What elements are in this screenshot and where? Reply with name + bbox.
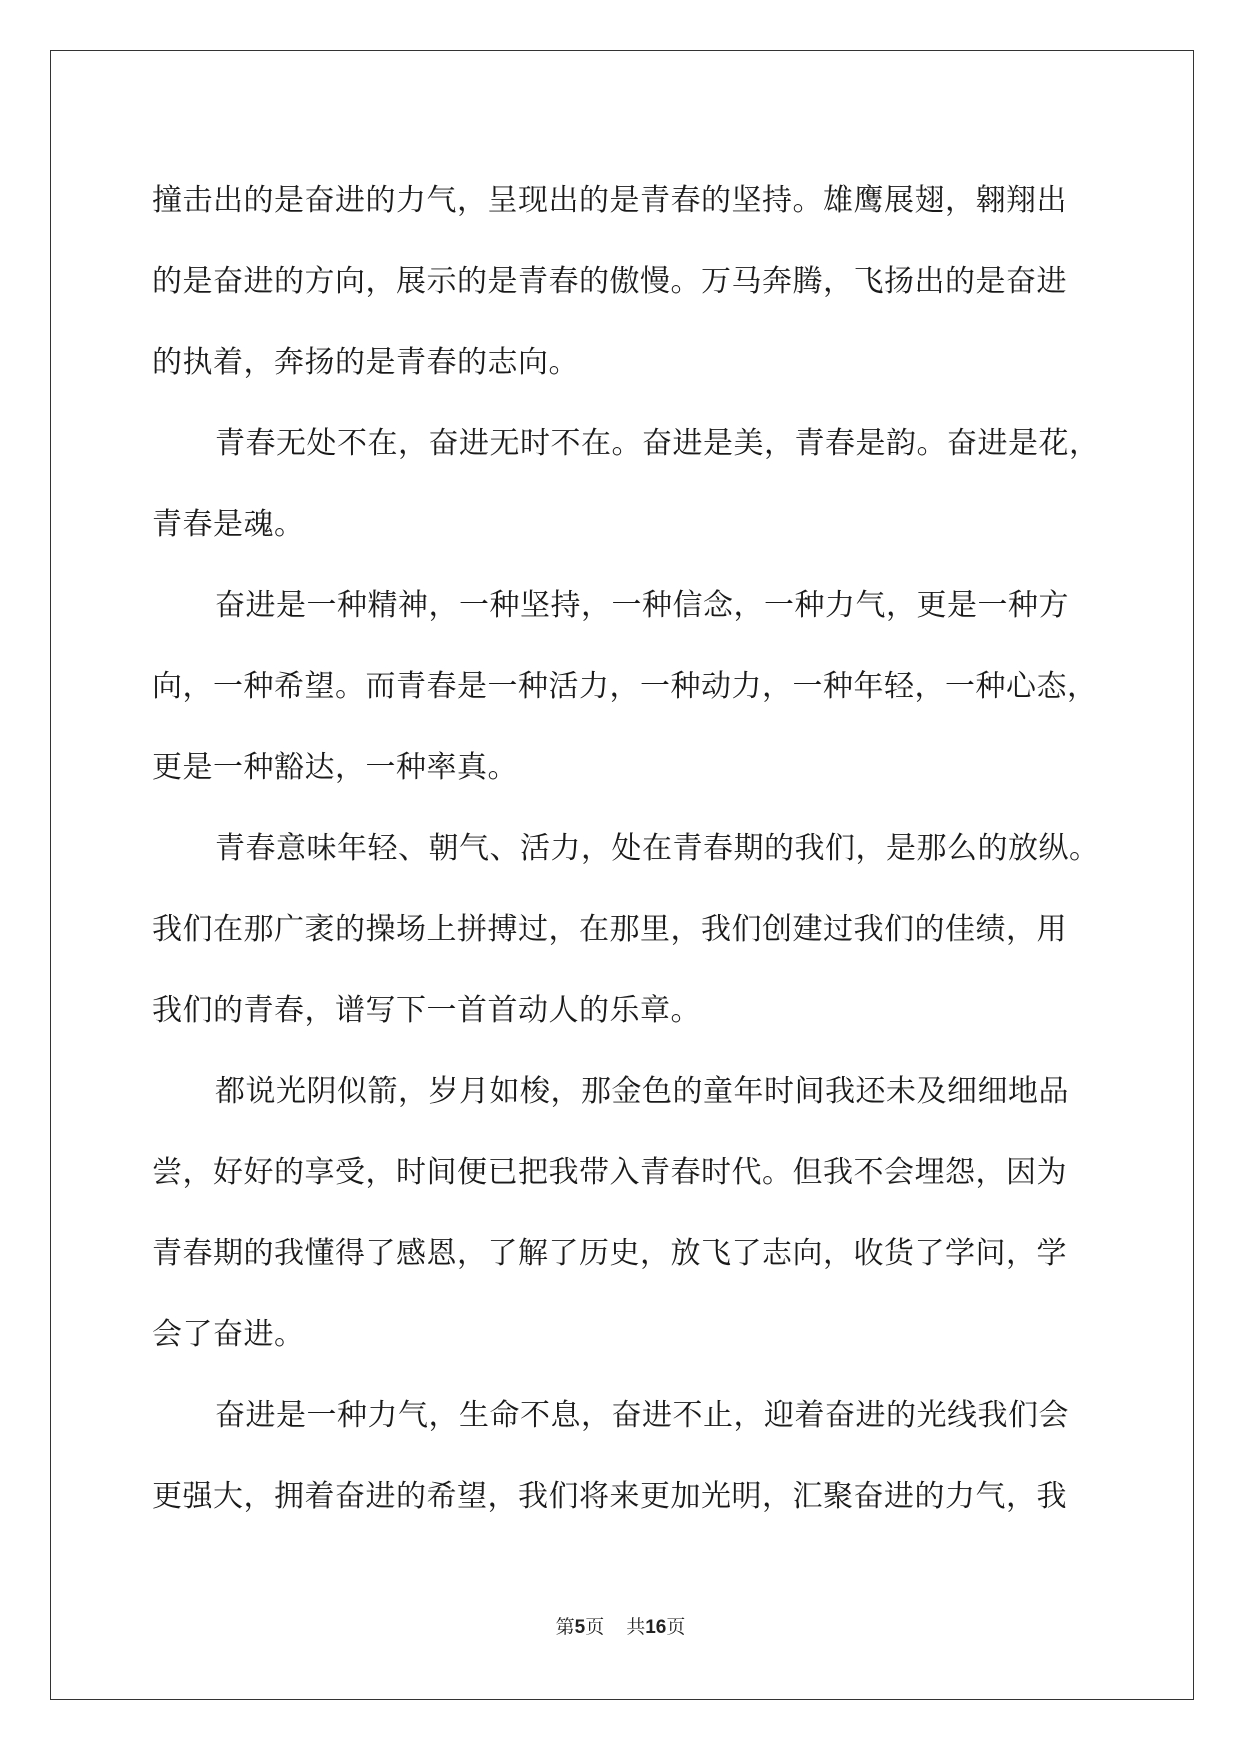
text-line: 青春意味年轻、朝气、活力，处在青春期的我们，是那么的放纵。 bbox=[215, 831, 1100, 866]
text-line: 我们在那广袤的操场上拼搏过，在那里，我们创建过我们的佳绩，用 bbox=[152, 912, 1067, 947]
footer-page-number: 5 bbox=[574, 1617, 586, 1638]
footer-total-prefix: 共 bbox=[626, 1616, 646, 1638]
text-line: 青春期的我懂得了感恩，了解了历史，放飞了志向，收货了学问，学 bbox=[152, 1236, 1067, 1271]
text-line: 的是奋进的方向，展示的是青春的傲慢。万马奔腾，飞扬出的是奋进 bbox=[152, 264, 1067, 299]
footer-total-suffix: 页 bbox=[666, 1616, 686, 1638]
text-line: 奋进是一种精神，一种坚持，一种信念，一种力气，更是一种方 bbox=[215, 588, 1069, 623]
text-line: 都说光阴似箭，岁月如梭，那金色的童年时间我还未及细细地品 bbox=[215, 1074, 1069, 1109]
footer-page-prefix: 第 bbox=[555, 1616, 575, 1638]
text-line: 的执着，奔扬的是青春的志向。 bbox=[152, 345, 579, 380]
text-line: 更是一种豁达，一种率真。 bbox=[152, 750, 518, 785]
document-body bbox=[152, 160, 1100, 1537]
text-line: 向，一种希望。而青春是一种活力，一种动力，一种年轻，一种心态， bbox=[152, 669, 1098, 704]
text-line: 更强大，拥着奋进的希望，我们将来更加光明，汇聚奋进的力气，我 bbox=[152, 1479, 1067, 1514]
footer-total-pages: 16 bbox=[645, 1617, 667, 1638]
text-line: 尝，好好的享受，时间便已把我带入青春时代。但我不会埋怨，因为 bbox=[152, 1155, 1067, 1190]
text-line: 奋进是一种力气，生命不息，奋进不止，迎着奋进的光线我们会 bbox=[215, 1398, 1069, 1433]
text-line: 撞击出的是奋进的力气，呈现出的是青春的坚持。雄鹰展翅，翱翔出 bbox=[152, 183, 1067, 218]
page-footer bbox=[0, 1612, 1241, 1639]
text-line: 青春无处不在，奋进无时不在。奋进是美，青春是韵。奋进是花， bbox=[215, 426, 1100, 461]
text-line: 我们的青春，谱写下一首首动人的乐章。 bbox=[152, 993, 701, 1028]
footer-page-suffix: 页 bbox=[585, 1616, 605, 1638]
text-line: 青春是魂。 bbox=[152, 507, 305, 542]
text-line: 会了奋进。 bbox=[152, 1317, 305, 1352]
